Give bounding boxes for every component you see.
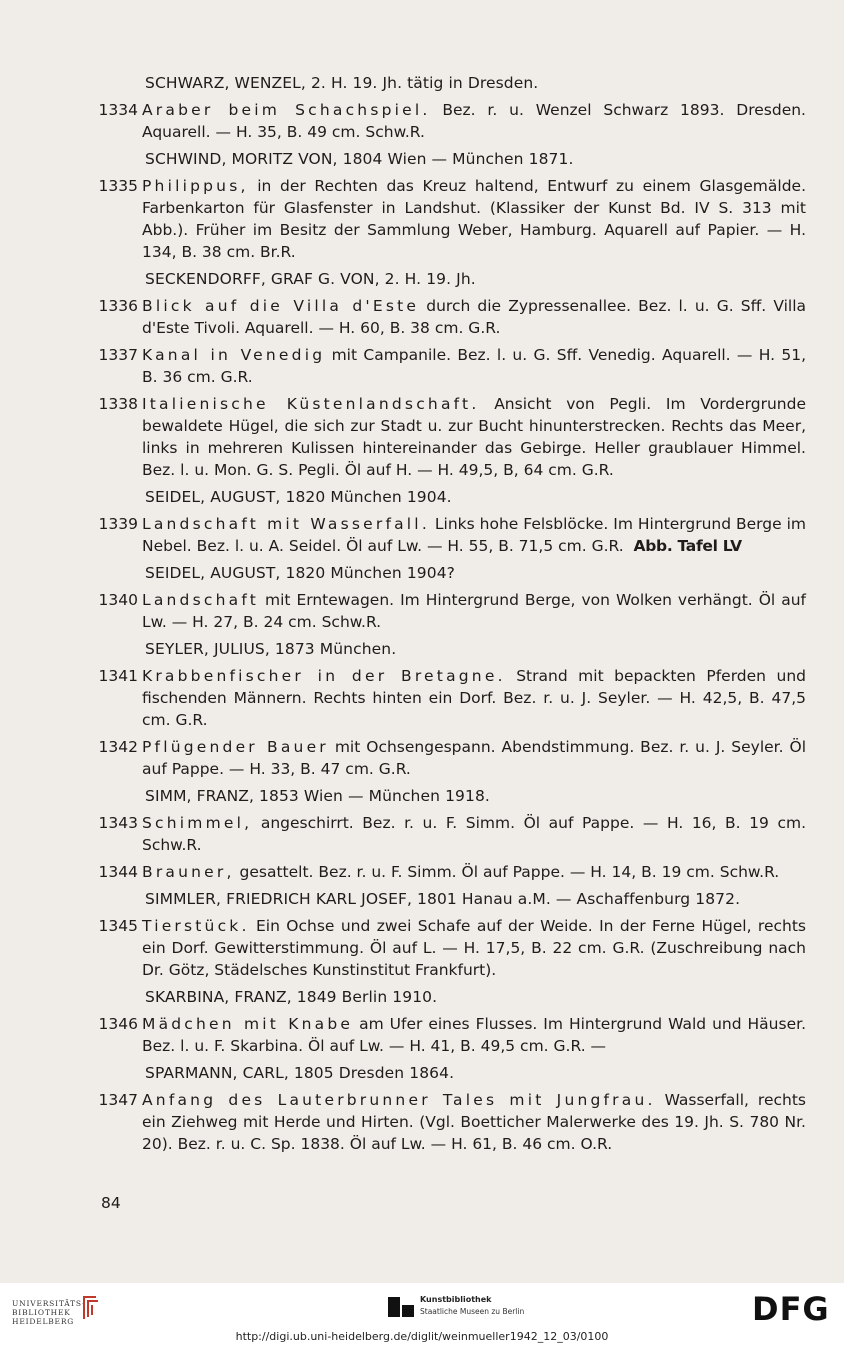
- ub-line: UNIVERSITÄTS-: [12, 1299, 86, 1308]
- artwork-description: am Ufer eines Flusses. Im Hintergrund Wald und Häuser. Bez. l. u. F. Skarbina. Öl auf Lw. — H. 41, B. 49,5 cm. G.R. —: [142, 1015, 806, 1055]
- lot-number: 1338: [98, 395, 138, 413]
- artwork-description: angeschirrt. Bez. r. u. F. Simm. Öl auf Pappe. — H. 16, B. 19 cm. Schw.R.: [142, 814, 806, 854]
- artwork-description: mit Campanile. Bez. l. u. G. Sff. Venedig. Aquarell. — H. 51, B. 36 cm. G.R.: [142, 346, 807, 386]
- artwork-description: mit Ochsengespann. Abendstimmung. Bez. r. u. J. Seyler. Öl auf Pappe. — H. 33, B. 47 cm. G.R.: [142, 738, 807, 778]
- artwork-description: Ein Ochse und zwei Schafe auf der Weide. In der Ferne Hügel, rechts ein Dorf. Gewitterstimmung. Öl auf L. — H. 17,5, B. 22 cm. G.R. (Zuschreibung nach Dr. Götz, Städelsches Kunstinstitut Frankfurt).: [142, 917, 806, 979]
- entry-text: [142, 295, 806, 339]
- lot-number: 1344: [98, 863, 138, 881]
- entry-text: [142, 589, 806, 633]
- kunstbibliothek-logo-icon: [388, 1297, 414, 1317]
- lot-number: 1342: [98, 738, 138, 756]
- catalog-entry: [0, 1013, 844, 1057]
- artwork-description: mit Erntewagen. Im Hintergrund Berge, von Wolken verhängt. Öl auf Lw. — H. 27, B. 24 cm. Schw.R.: [142, 591, 806, 631]
- entry-list: [0, 72, 844, 1160]
- artist-heading: SCHWIND, MORITZ VON, 1804 Wien — München 1871.: [145, 150, 574, 168]
- catalog-entry: [0, 861, 844, 883]
- catalog-entry: [0, 344, 844, 388]
- catalog-entry: [0, 589, 844, 633]
- entry-text: [142, 812, 806, 856]
- artwork-title: Schimmel,: [142, 814, 253, 832]
- artist-heading: SKARBINA, FRANZ, 1849 Berlin 1910.: [145, 988, 438, 1006]
- artwork-title: Anfang des Lauterbrunner Tales mit Jungfrau.: [142, 1091, 656, 1109]
- entry-text: [142, 736, 806, 780]
- lot-number: 1335: [98, 177, 138, 195]
- entry-text: [142, 1013, 806, 1057]
- artwork-title: Italienische Küstenlandschaft.: [142, 395, 480, 413]
- artwork-description: Wasserfall, rechts ein Ziehweg mit Herde und Hirten. (Vgl. Boetticher Malerwerke des 19. Jh. S. 780 Nr. 20). Bez. r. u. C. Sp. 1838. Öl auf Lw. — H. 61, B. 46 cm. O.R.: [142, 1091, 806, 1153]
- artwork-title: Krabbenfischer in der Bretagne.: [142, 667, 506, 685]
- artist-heading: SEYLER, JULIUS, 1873 München.: [145, 640, 397, 658]
- artist-heading: SIMMLER, FRIEDRICH KARL JOSEF, 1801 Hanau a.M. — Aschaffenburg 1872.: [145, 890, 741, 908]
- lot-number: 1336: [98, 297, 138, 315]
- entry-text: [142, 99, 806, 143]
- artwork-title: Landschaft mit Wasserfall.: [142, 515, 430, 533]
- artwork-title: Landschaft: [142, 591, 259, 609]
- entry-text: [142, 175, 806, 263]
- artist-heading: SCHWARZ, WENZEL, 2. H. 19. Jh. tätig in Dresden.: [145, 74, 539, 92]
- catalog-entry: [0, 295, 844, 339]
- lot-number: 1345: [98, 917, 138, 935]
- entry-text: [142, 344, 806, 388]
- artwork-description: in der Rechten das Kreuz haltend, Entwurf zu einem Glasgemälde. Farbenkarton für Glasfenster in Landshut. (Klassiker der Kunst Bd. IV S. 313 mit Abb.). Früher im Besitz der Sammlung Weber, Hamburg. Aquarell auf Papier. — H. 134, B. 38 cm. Br.R.: [142, 177, 806, 261]
- artwork-title: Mädchen mit Knabe: [142, 1015, 354, 1033]
- artwork-title: Tierstück.: [142, 917, 250, 935]
- catalog-entry: [0, 812, 844, 856]
- artwork-title: Brauner,: [142, 863, 235, 881]
- catalog-entry: [0, 99, 844, 143]
- lot-number: 1334: [98, 101, 138, 119]
- lot-number: 1337: [98, 346, 138, 364]
- kunstbibliothek-title: Kunstbibliothek: [420, 1295, 492, 1304]
- lot-number: 1341: [98, 667, 138, 685]
- artist-heading: SIMM, FRANZ, 1853 Wien — München 1918.: [145, 787, 490, 805]
- artwork-title: Kanal in Venedig: [142, 346, 326, 364]
- lot-number: 1347: [98, 1091, 138, 1109]
- entry-text: [142, 1089, 806, 1155]
- entry-text: [142, 915, 806, 981]
- plate-reference: Abb. Tafel LV: [633, 537, 742, 555]
- artwork-title: Araber beim Schachspiel.: [142, 101, 431, 119]
- kunstbibliothek-subtitle: Staatliche Museen zu Berlin: [420, 1307, 525, 1316]
- entry-text: [142, 665, 806, 731]
- artwork-title: Pflügender Bauer: [142, 738, 329, 756]
- catalog-entry: [0, 736, 844, 780]
- page-number: 84: [101, 1194, 121, 1212]
- artwork-description: Bez. r. u. Wenzel Schwarz 1893. Dresden. Aquarell. — H. 35, B. 49 cm. Schw.R.: [142, 101, 806, 141]
- catalog-entry: [0, 915, 844, 981]
- dfg-logo-text: DFG: [752, 1291, 830, 1325]
- lot-number: 1340: [98, 591, 138, 609]
- artist-heading: SPARMANN, CARL, 1805 Dresden 1864.: [145, 1064, 455, 1082]
- artwork-description: Strand mit bepackten Pferden und fischenden Männern. Rechts hinten ein Dorf. Bez. r. u. J. Seyler. — H. 42,5, B. 47,5 cm. G.R.: [142, 667, 806, 729]
- lot-number: 1346: [98, 1015, 138, 1033]
- catalog-entry: [0, 393, 844, 481]
- catalog-entry: [0, 175, 844, 263]
- artwork-description: Ansicht von Pegli. Im Vordergrunde bewaldete Hügel, die sich zur Stadt u. zur Bucht hinunterstrecken. Rechts das Meer, links in mehreren Kulissen hintereinander das Gebirge. Heller graublauer Himmel. Bez. l. u. Mon. G. S. Pegli. Öl auf H. — H. 49,5, B, 64 cm. G.R.: [142, 395, 806, 479]
- artist-heading: SEIDEL, AUGUST, 1820 München 1904?: [145, 564, 455, 582]
- catalog-entry: [0, 1089, 844, 1155]
- artwork-title: Philippus,: [142, 177, 249, 195]
- entry-text: [142, 393, 806, 481]
- source-url[interactable]: http://digi.ub.uni-heidelberg.de/diglit/weinmueller1942_12_03/0100: [235, 1330, 609, 1343]
- artwork-description: durch die Zypressenallee. Bez. l. u. G. Sff. Villa d'Este Tivoli. Aquarell. — H. 60, B. 38 cm. G.R.: [142, 297, 807, 337]
- artist-heading: SEIDEL, AUGUST, 1820 München 1904.: [145, 488, 452, 506]
- ub-heidelberg-label: [12, 1299, 85, 1326]
- artwork-description: gesattelt. Bez. r. u. F. Simm. Öl auf Pappe. — H. 14, B. 19 cm. Schw.R.: [234, 863, 780, 881]
- catalog-entry: [0, 665, 844, 731]
- ub-heidelberg-logo-icon: [80, 1293, 100, 1321]
- artist-heading: SECKENDORFF, GRAF G. VON, 2. H. 19. Jh.: [145, 270, 476, 288]
- lot-number: 1339: [98, 515, 138, 533]
- artwork-title: Blick auf die Villa d'Este: [142, 297, 420, 315]
- dfg-logo: [752, 1291, 834, 1325]
- entry-text: [142, 513, 806, 557]
- entry-text: [142, 861, 806, 883]
- artwork-description: Links hohe Felsblöcke. Im Hintergrund Berge im Nebel. Bez. l. u. A. Seidel. Öl auf Lw. — H. 55, B. 71,5 cm. G.R.: [142, 515, 806, 555]
- lot-number: 1343: [98, 814, 138, 832]
- ub-line: BIBLIOTHEK: [12, 1308, 71, 1317]
- footer-bar: [0, 1283, 844, 1345]
- ub-line: HEIDELBERG: [12, 1317, 75, 1326]
- catalog-entry: [0, 513, 844, 557]
